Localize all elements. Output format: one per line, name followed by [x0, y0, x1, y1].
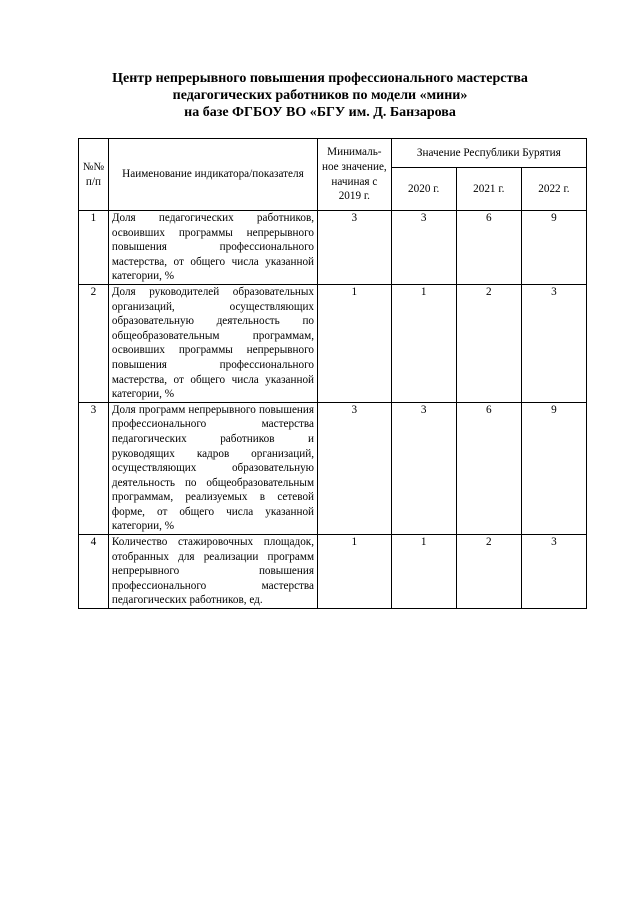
row-2021: 2 — [456, 284, 521, 402]
row-min: 1 — [318, 535, 392, 609]
row-num: 2 — [79, 284, 109, 402]
header-group: Значение Республики Бурятия — [391, 139, 586, 168]
title-line-3: на базе ФГБОУ ВО «БГУ им. Д. Банзарова — [184, 105, 456, 120]
document-title — [60, 70, 580, 121]
row-min: 3 — [318, 211, 392, 285]
row-num: 4 — [79, 535, 109, 609]
table-row — [79, 535, 587, 609]
title-line-2: педагогических работников по модели «мини» — [172, 88, 468, 103]
row-min: 3 — [318, 402, 392, 534]
header-row — [79, 139, 587, 168]
indicators-table — [78, 138, 587, 609]
header-num: №№ п/п — [79, 139, 109, 211]
row-2020: 3 — [391, 211, 456, 285]
row-2020: 1 — [391, 284, 456, 402]
table-row — [79, 402, 587, 534]
row-num: 1 — [79, 211, 109, 285]
header-year-2020: 2020 г. — [391, 168, 456, 211]
row-name: Количество стажировочных площадок, отобранных для реализации программ непрерывного повышения профессионального мастерства педагогических работников, ед. — [108, 535, 317, 609]
row-2022: 3 — [521, 284, 586, 402]
title-line-1: Центр непрерывного повышения профессионального мастерства — [112, 71, 528, 86]
header-year-2021: 2021 г. — [456, 168, 521, 211]
row-2021: 6 — [456, 402, 521, 534]
row-name: Доля педагогических работников, освоивших программы непрерывного повышения профессионального мастерства, от общего числа указанной категории, % — [108, 211, 317, 285]
row-2021: 2 — [456, 535, 521, 609]
row-num: 3 — [79, 402, 109, 534]
table-row — [79, 211, 587, 285]
row-2021: 6 — [456, 211, 521, 285]
row-name: Доля программ непрерывного повышения профессионального мастерства педагогических работников и руководящих кадров организаций, осуществляющих образовательную деятельность по общеобразовательным программам, реализуемых в сетевой форме, от общего числа указанной категории, % — [108, 402, 317, 534]
row-min: 1 — [318, 284, 392, 402]
header-name: Наименование индикатора/показателя — [108, 139, 317, 211]
row-2020: 1 — [391, 535, 456, 609]
header-min: Минималь-ное значение, начиная с 2019 г. — [318, 139, 392, 211]
row-2020: 3 — [391, 402, 456, 534]
row-2022: 3 — [521, 535, 586, 609]
row-name: Доля руководителей образовательных организаций, осуществляющих образовательную деятельность по общеобразовательным программам, освоивших программы непрерывного повышения профессионального мастерства, от общего числа указанной категории, % — [108, 284, 317, 402]
row-2022: 9 — [521, 402, 586, 534]
header-year-2022: 2022 г. — [521, 168, 586, 211]
row-2022: 9 — [521, 211, 586, 285]
table-row — [79, 284, 587, 402]
